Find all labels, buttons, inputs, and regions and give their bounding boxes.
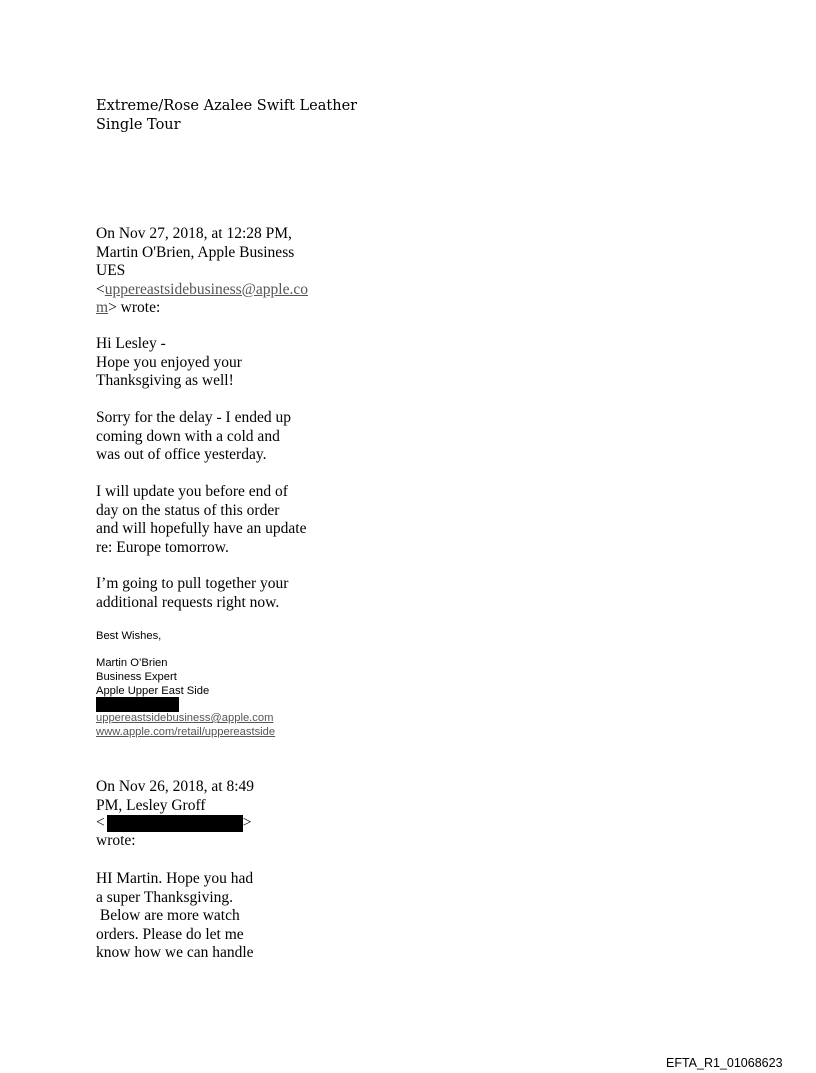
header-line: On Nov 27, 2018, at 12:28 PM, bbox=[96, 225, 292, 242]
redacted-email-line bbox=[96, 814, 252, 832]
signature-name: Martin O’Brien bbox=[96, 657, 168, 669]
email-address-line bbox=[96, 281, 308, 300]
body-line: Thanksgiving as well! bbox=[96, 372, 234, 389]
angle-open: < bbox=[96, 814, 105, 831]
body-line: I will update you before end of bbox=[96, 483, 288, 500]
body-line: Below are more watch bbox=[96, 907, 240, 924]
email-header-lesley bbox=[96, 778, 254, 815]
body-line: re: Europe tomorrow. bbox=[96, 538, 229, 556]
signature-website-link[interactable]: www.apple.com/retail/uppereastside bbox=[96, 725, 276, 738]
body-line: additional requests right now. bbox=[96, 593, 280, 611]
sender-email-link[interactable]: uppereastsidebusiness@apple.co bbox=[104, 280, 308, 298]
email-body-lesley bbox=[96, 870, 254, 963]
signature-store: Apple Upper East Side bbox=[96, 684, 210, 697]
redaction-bar bbox=[107, 815, 243, 832]
wrote-text: > wrote: bbox=[108, 299, 161, 316]
body-line: coming down with a cold and bbox=[96, 427, 280, 445]
email-paragraph bbox=[96, 483, 306, 557]
title-line: Single Tour bbox=[96, 117, 181, 133]
signature-links bbox=[96, 712, 275, 740]
body-line: orders. Please do let me bbox=[96, 925, 244, 943]
email-paragraph bbox=[96, 575, 288, 612]
email-header-martin bbox=[96, 225, 308, 318]
body-line: Hope you enjoyed your bbox=[96, 353, 242, 371]
document-title bbox=[96, 97, 357, 135]
body-line: Sorry for the delay - I ended up bbox=[96, 409, 291, 426]
signature-email-link[interactable]: uppereastsidebusiness@apple.com bbox=[96, 712, 274, 724]
body-line: HI Martin. Hope you had bbox=[96, 870, 254, 887]
sender-email-link-cont[interactable]: m bbox=[96, 299, 109, 316]
body-line: day on the status of this order bbox=[96, 501, 280, 519]
signature-title: Business Expert bbox=[96, 670, 177, 683]
body-line: a super Thanksgiving. bbox=[96, 888, 234, 906]
redaction-bar bbox=[96, 697, 179, 712]
header-line: Martin O'Brien, Apple Business bbox=[96, 243, 295, 261]
body-line: Hi Lesley - bbox=[96, 335, 166, 352]
angle-close: > bbox=[242, 814, 252, 831]
header-line: UES bbox=[96, 262, 126, 279]
angle-open: < bbox=[96, 280, 105, 298]
header-line: On Nov 26, 2018, at 8:49 bbox=[96, 778, 255, 795]
signature-block bbox=[96, 657, 209, 698]
body-line: was out of office yesterday. bbox=[96, 446, 267, 463]
wrote-text: wrote: bbox=[96, 832, 136, 849]
closing-text: Best Wishes, bbox=[96, 630, 162, 642]
header-line: PM, Lesley Groff bbox=[96, 796, 206, 814]
email-greeting bbox=[96, 335, 242, 391]
document-id: EFTA_R1_01068623 bbox=[666, 1056, 783, 1070]
body-line: I’m going to pull together your bbox=[96, 575, 289, 592]
email-paragraph bbox=[96, 409, 291, 465]
body-line: and will hopefully have an update bbox=[96, 520, 307, 537]
wrote-line bbox=[96, 299, 308, 318]
body-line: know how we can handle bbox=[96, 944, 254, 961]
wrote-line bbox=[96, 832, 136, 851]
title-line: Extreme/Rose Azalee Swift Leather bbox=[96, 98, 358, 114]
signature-closing bbox=[96, 630, 161, 644]
